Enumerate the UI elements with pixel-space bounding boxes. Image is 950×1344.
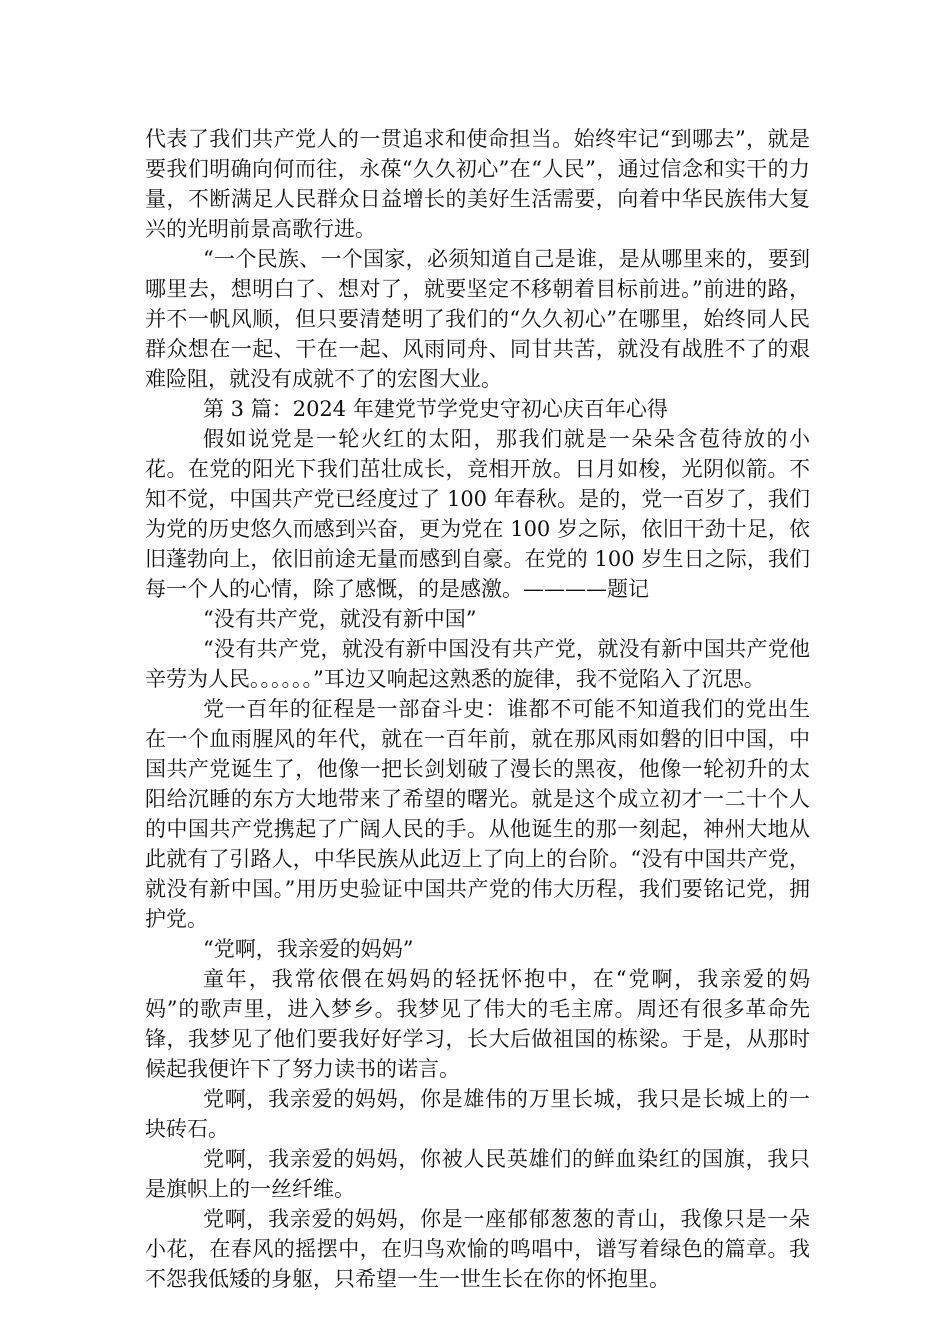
paragraph-mountain: 党啊，我亲爱的妈妈，你是一座郁郁葱葱的青山，我像只是一朵小花，在春风的摇摆中，在归鸟欢愉的鸣唱中，谱写着绿色的篇章。我不怨我低矮的身躯，只希望一生一世生长在你的怀抱里。 bbox=[145, 1207, 810, 1291]
subheading-no-party: “没有共产党，就没有新中国” bbox=[203, 607, 477, 631]
paragraph-song: “没有共产党，就没有新中国没有共产党，就没有新中国共产党他辛劳为人民。。。。。。”耳边又响起这熟悉的旋律，我不觉陷入了沉思。 bbox=[145, 637, 810, 691]
paragraph-childhood: 童年，我常依偎在妈妈的轻抚怀抱中，在“党啊，我亲爱的妈妈”的歌声里，进入梦乡。我梦见了伟大的毛主席。周还有很多革命先锋，我梦见了他们要我好好学习，长大后做祖国的栋梁。于是，从那时候起我便许下了努力读书的诺言。 bbox=[145, 967, 810, 1081]
document-page bbox=[145, 124, 810, 1294]
section-heading: 第 3 篇：2024 年建党节学党史守初心庆百年心得 bbox=[203, 397, 668, 421]
paragraph-great-wall: 党啊，我亲爱的妈妈，你是雄伟的万里长城，我只是长城上的一块砖石。 bbox=[145, 1087, 810, 1141]
paragraph-flag: 党啊，我亲爱的妈妈，你被人民英雄们的鲜血染红的国旗，我只是旗帜上的一丝纤维。 bbox=[145, 1147, 810, 1201]
paragraph-history: 党一百年的征程是一部奋斗史：谁都不可能不知道我们的党出生在一个血雨腥风的年代，就在一百年前，就在那风雨如磐的旧中国，中国共产党诞生了，他像一把长剑划破了漫长的黑夜，他像一轮初升的太阳给沉睡的东方大地带来了希望的曙光。就是这个成立初才一二十个人的中国共产党携起了广阔人民的手。从他诞生的那一刻起，神州大地从此就有了引路人，中华民族从此迈上了向上的台阶。“没有中国共产党，就没有新中国。”用历史验证中国共产党的伟大历程，我们要铭记党，拥护党。 bbox=[145, 697, 810, 931]
paragraph-continuation: 代表了我们共产党人的一贯追求和使命担当。始终牢记“到哪去”，就是要我们明确向何而往，永葆“久久初心”在“人民”，通过信念和实干的力量，不断满足人民群众日益增长的美好生活需要，向着中华民族伟大复兴的光明前景高歌行进。 bbox=[145, 127, 810, 241]
paragraph-intro: 假如说党是一轮火红的太阳，那我们就是一朵朵含苞待放的小花。在党的阳光下我们茁壮成长，竞相开放。日月如梭，光阴似箭。不知不觉，中国共产党已经度过了 100 年春秋。是的，党一百岁了，我们为党的历史悠久而感到兴奋，更为党在 100 岁之际，依旧干劲十足，依旧蓬勃向上，依旧前途无量而感到自豪。在党的 100 岁生日之际，我们每一个人的心情，除了感慨，的是感激。————题记 bbox=[145, 427, 810, 601]
subheading-mother: “党啊，我亲爱的妈妈” bbox=[203, 937, 414, 961]
paragraph-quote-nation: “一个民族、一个国家，必须知道自己是谁，是从哪里来的，要到哪里去，想明白了、想对了，就要坚定不移朝着目标前进。”前进的路，并不一帆风顺，但只要清楚明了我们的“久久初心”在哪里，始终同人民群众想在一起、干在一起、风雨同舟、同甘共苦，就没有战胜不了的艰难险阻，就没有成就不了的宏图大业。 bbox=[145, 247, 810, 391]
